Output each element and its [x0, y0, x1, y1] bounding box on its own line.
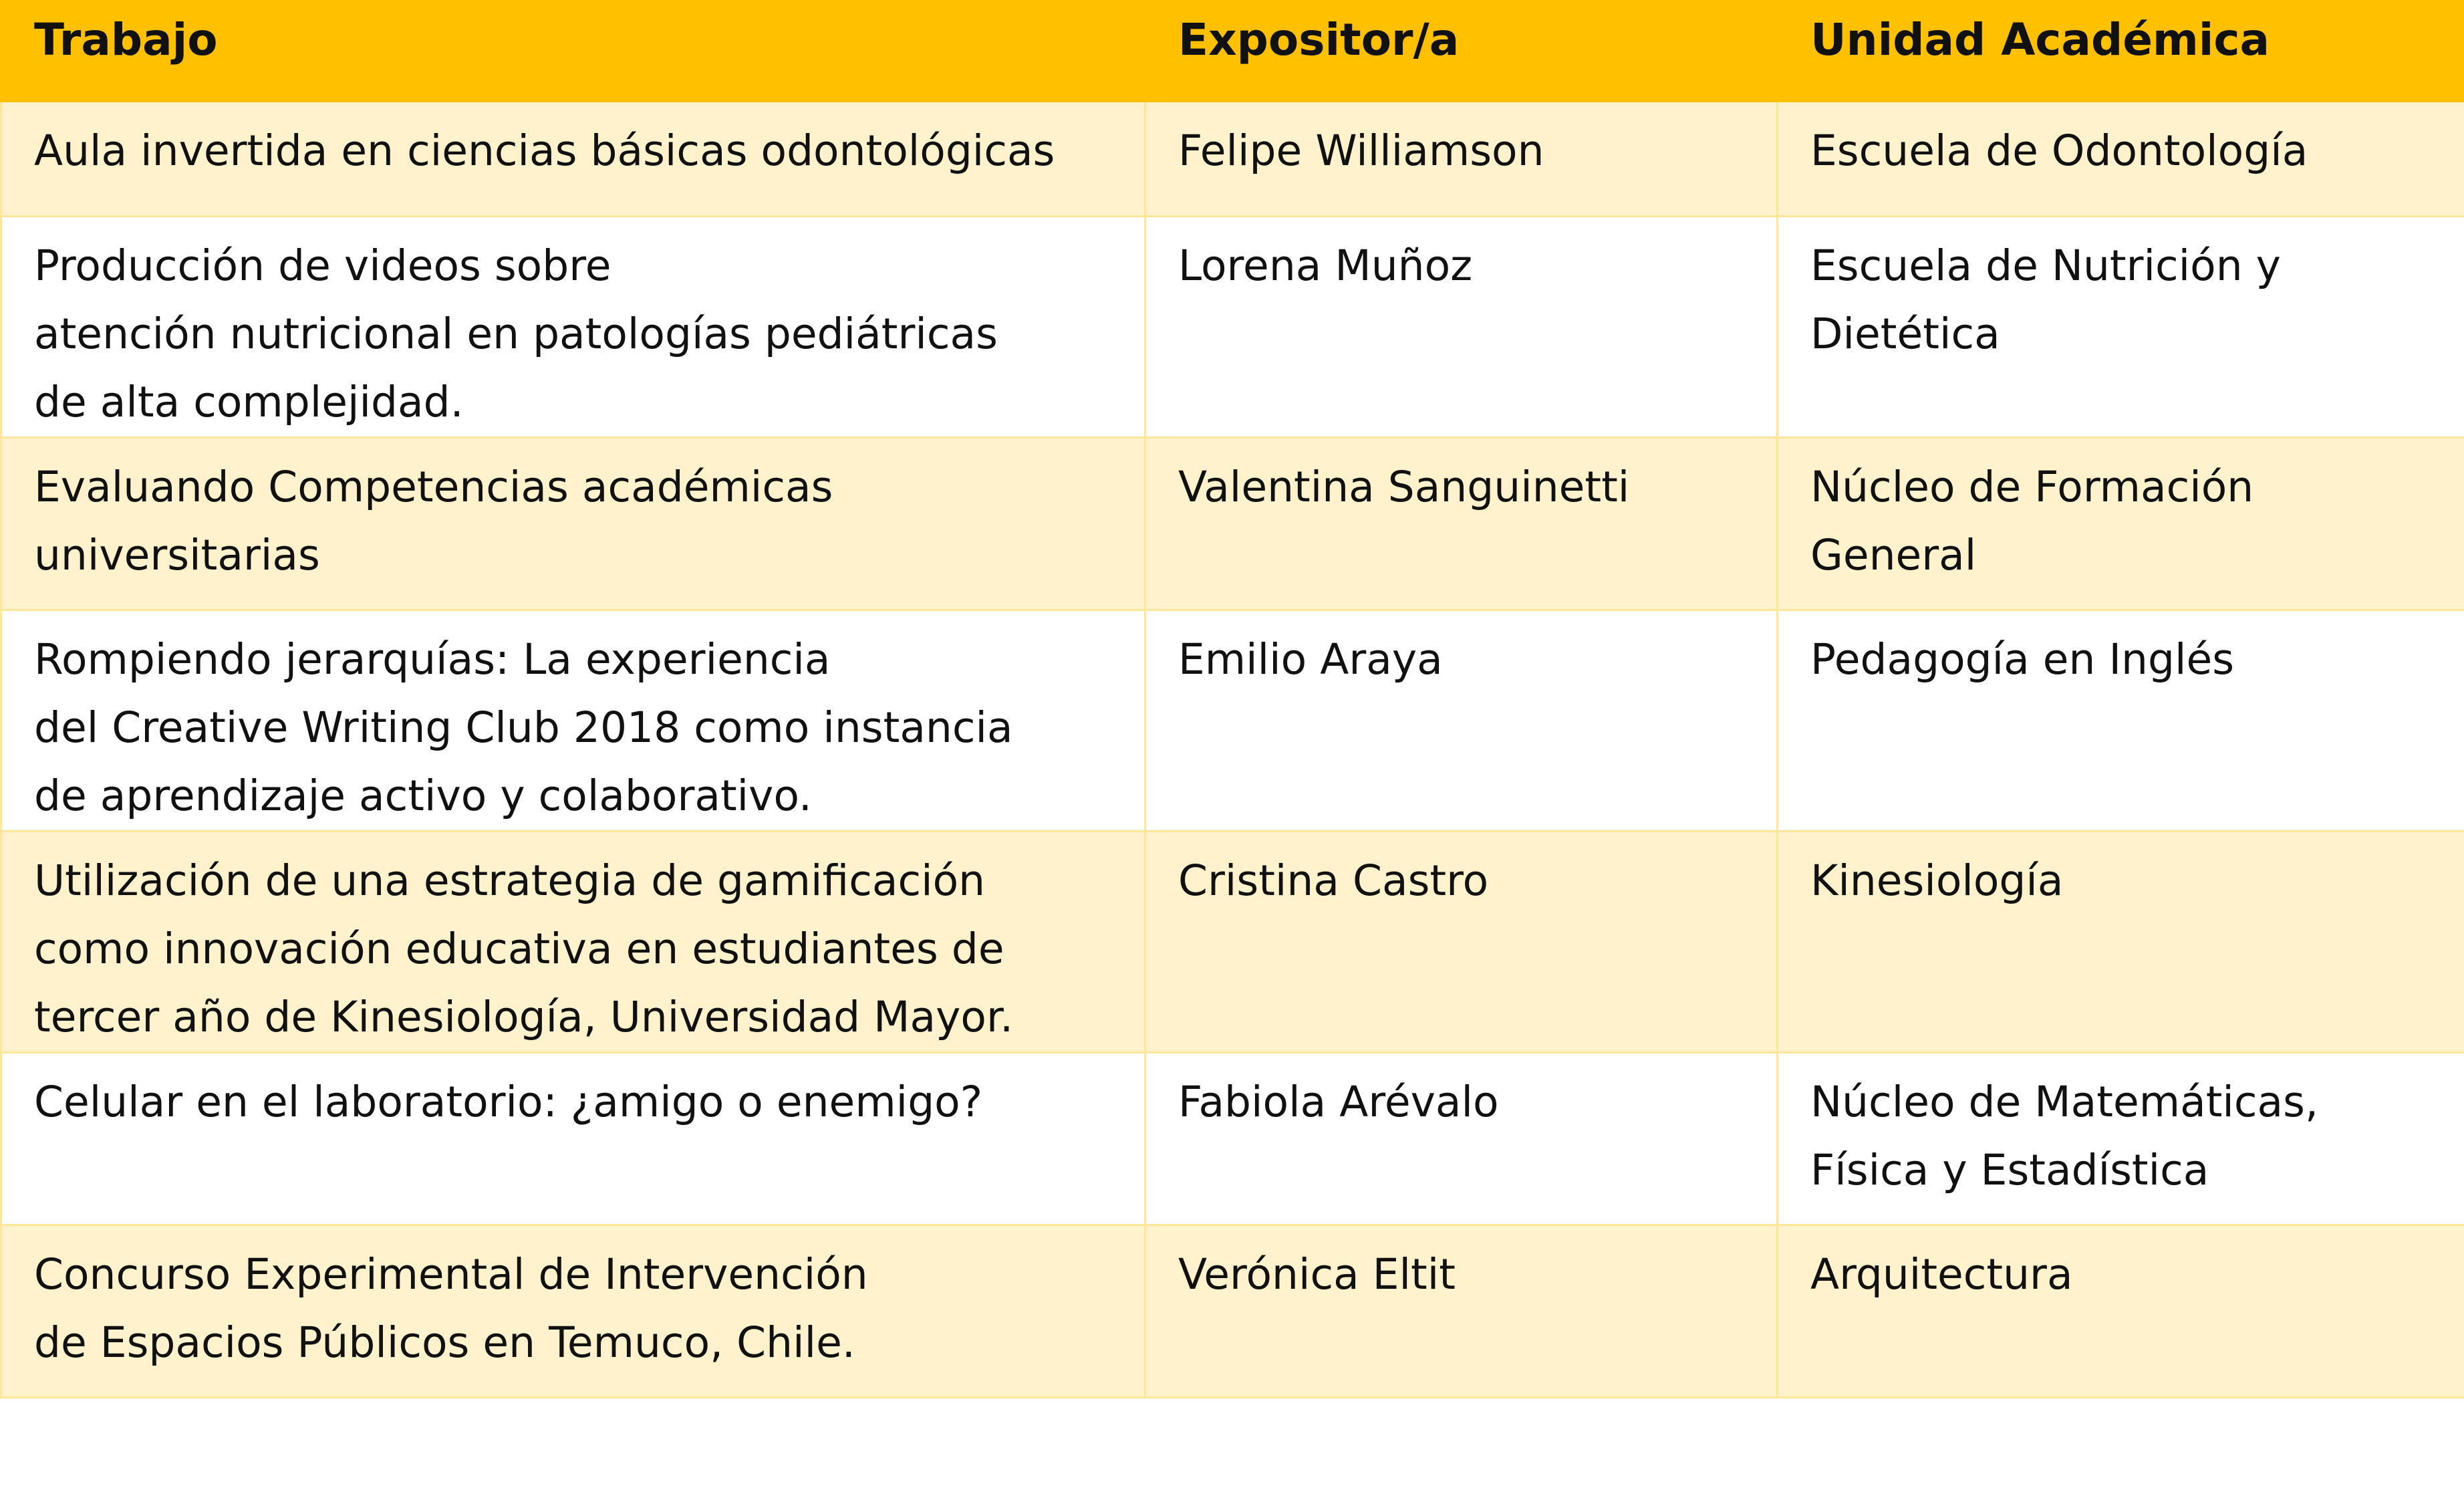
header-expositor: Expositor/a — [1145, 1, 1778, 102]
cell-unidad: Escuela de Odontología — [1778, 102, 2464, 217]
table-row — [1, 1053, 2464, 1225]
table-row — [1, 438, 2464, 610]
table-row — [1, 610, 2464, 832]
cell-unidad: Pedagogía en Inglés — [1778, 610, 2464, 832]
cell-expositor: Valentina Sanguinetti — [1145, 438, 1778, 610]
table-row — [1, 1225, 2464, 1398]
cell-expositor: Emilio Araya — [1145, 610, 1778, 832]
cell-trabajo: Utilización de una estrategia de gamificación como innovación educativa en estudiantes de tercer año de Kinesiología, Universidad Mayor. — [1, 832, 1145, 1053]
header-unidad: Unidad Académica — [1778, 1, 2464, 102]
cell-unidad: Núcleo de Matemáticas, Física y Estadística — [1778, 1053, 2464, 1225]
cell-unidad: Arquitectura — [1778, 1225, 2464, 1398]
cell-trabajo: Concurso Experimental de Intervención de Espacios Públicos en Temuco, Chile. — [1, 1225, 1145, 1398]
table-row — [1, 832, 2464, 1053]
cell-expositor: Cristina Castro — [1145, 832, 1778, 1053]
cell-trabajo: Producción de videos sobre atención nutricional en patologías pediátricas de alta complejidad. — [1, 217, 1145, 438]
cell-unidad: Núcleo de Formación General — [1778, 438, 2464, 610]
cell-expositor: Verónica Eltit — [1145, 1225, 1778, 1398]
table-row — [1, 102, 2464, 217]
header-row — [1, 1, 2464, 102]
table-row — [1, 217, 2464, 438]
cell-trabajo: Aula invertida en ciencias básicas odontológicas — [1, 102, 1145, 217]
header-trabajo: Trabajo — [1, 1, 1145, 102]
cell-expositor: Fabiola Arévalo — [1145, 1053, 1778, 1225]
cell-trabajo: Celular en el laboratorio: ¿amigo o enemigo? — [1, 1053, 1145, 1225]
cell-unidad: Kinesiología — [1778, 832, 2464, 1053]
cell-expositor: Lorena Muñoz — [1145, 217, 1778, 438]
cell-trabajo: Evaluando Competencias académicas universitarias — [1, 438, 1145, 610]
cell-unidad: Escuela de Nutrición y Dietética — [1778, 217, 2464, 438]
cell-trabajo: Rompiendo jerarquías: La experiencia del Creative Writing Club 2018 como instancia de aprendizaje activo y colaborativo. — [1, 610, 1145, 832]
cell-expositor: Felipe Williamson — [1145, 102, 1778, 217]
